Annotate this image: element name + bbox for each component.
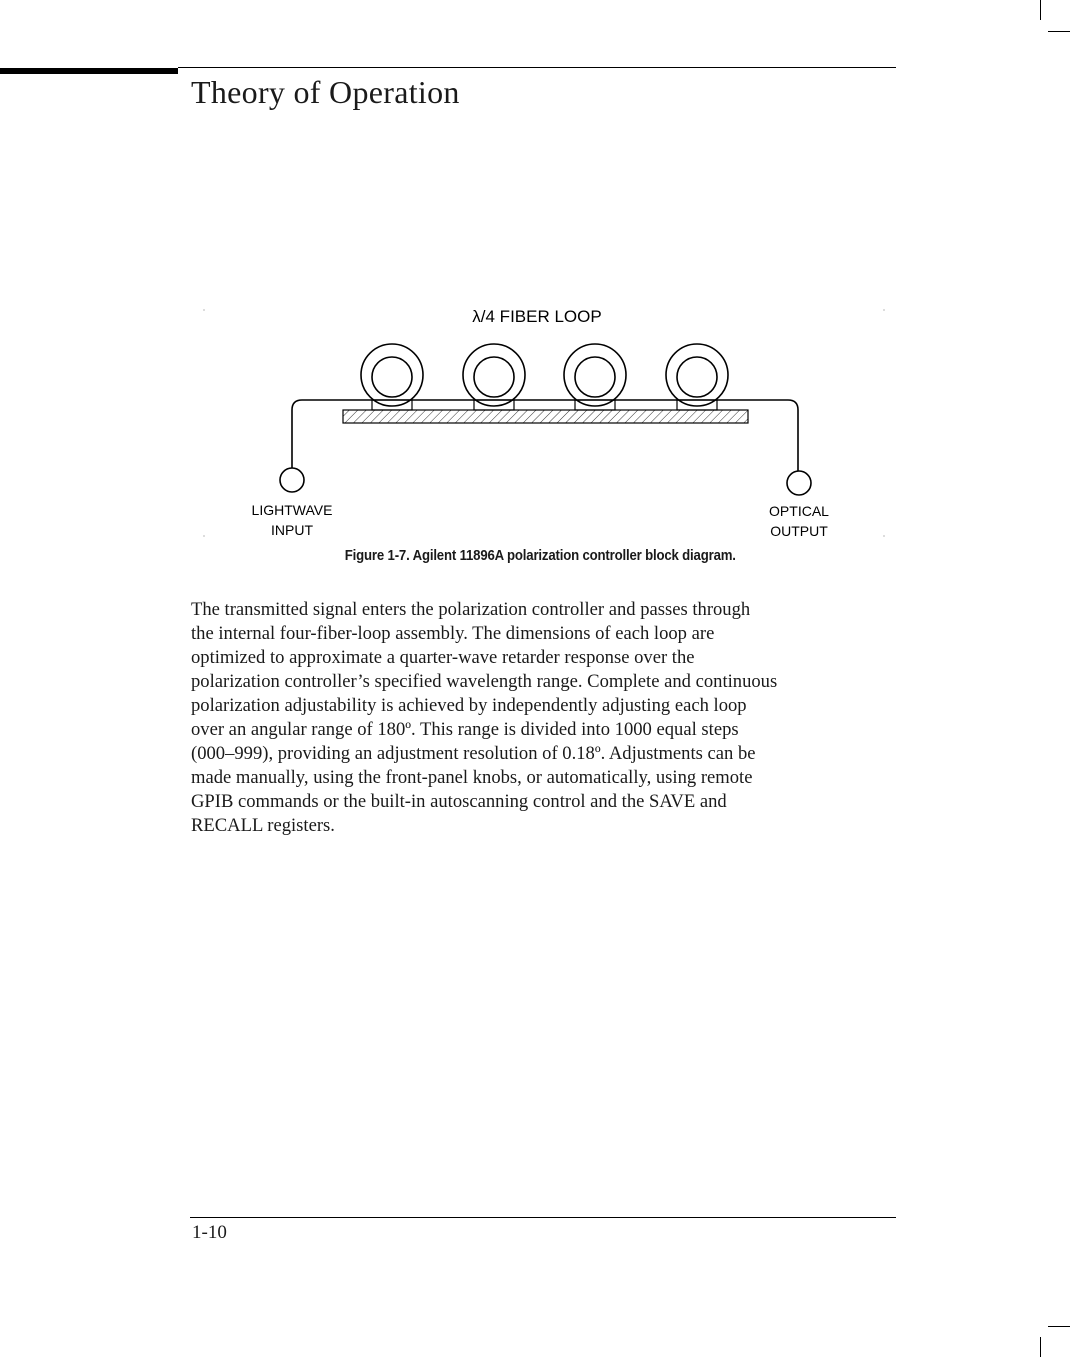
crop-mark-top-vertical	[1040, 0, 1041, 20]
header-rule	[178, 67, 896, 68]
frame-corner-dot	[883, 309, 884, 310]
body-line: RECALL registers.	[191, 815, 335, 836]
output-label-line1: OPTICAL	[769, 503, 829, 519]
body-line: over an angular range of 180º. This range is divided into 1000 equal steps	[191, 719, 739, 740]
figure-caption: Figure 1-7. Agilent 11896A polarization controller block diagram.	[344, 547, 736, 564]
body-line: (000–999), providing an adjustment resolution of 0.18º. Adjustments can be	[191, 743, 756, 764]
crop-mark-bottom-horizontal	[1048, 1326, 1070, 1327]
output-label-line2: OUTPUT	[770, 523, 828, 539]
input-label-line1: LIGHTWAVE	[251, 502, 333, 518]
input-label-line2: INPUT	[271, 522, 313, 538]
footer-rule	[190, 1217, 896, 1218]
body-line: the internal four-fiber-loop assembly. The dimensions of each loop are	[191, 623, 715, 644]
loop-mounting-plate	[343, 410, 748, 423]
frame-corner-dot	[203, 535, 204, 536]
body-line: The transmitted signal enters the polarization controller and passes through	[191, 599, 751, 620]
frame-corner-dot	[203, 309, 204, 310]
frame-corner-dot	[883, 535, 884, 536]
diagram-title: λ/4 FIBER LOOP	[472, 307, 602, 326]
block-diagram	[200, 296, 890, 546]
body-line: optimized to approximate a quarter-wave retarder response over the	[191, 647, 695, 668]
crop-mark-bottom-vertical	[1040, 1337, 1041, 1357]
body-line: made manually, using the front-panel knobs, or automatically, using remote	[191, 767, 753, 788]
page-title: Theory of Operation	[191, 74, 460, 110]
lightwave-input-connector	[280, 468, 304, 492]
page-number: 1-10	[192, 1222, 227, 1243]
body-line: polarization adjustability is achieved by independently adjusting each loop	[191, 695, 747, 716]
body-line: GPIB commands or the built-in autoscanning control and the SAVE and	[191, 791, 727, 812]
optical-output-connector	[787, 471, 811, 495]
crop-mark-top-horizontal	[1048, 31, 1070, 32]
section-marker-bar	[0, 68, 178, 74]
body-paragraph	[191, 598, 911, 838]
body-line: polarization controller’s specified wavelength range. Complete and continuous	[191, 671, 778, 692]
block-diagram-figure	[200, 296, 890, 546]
